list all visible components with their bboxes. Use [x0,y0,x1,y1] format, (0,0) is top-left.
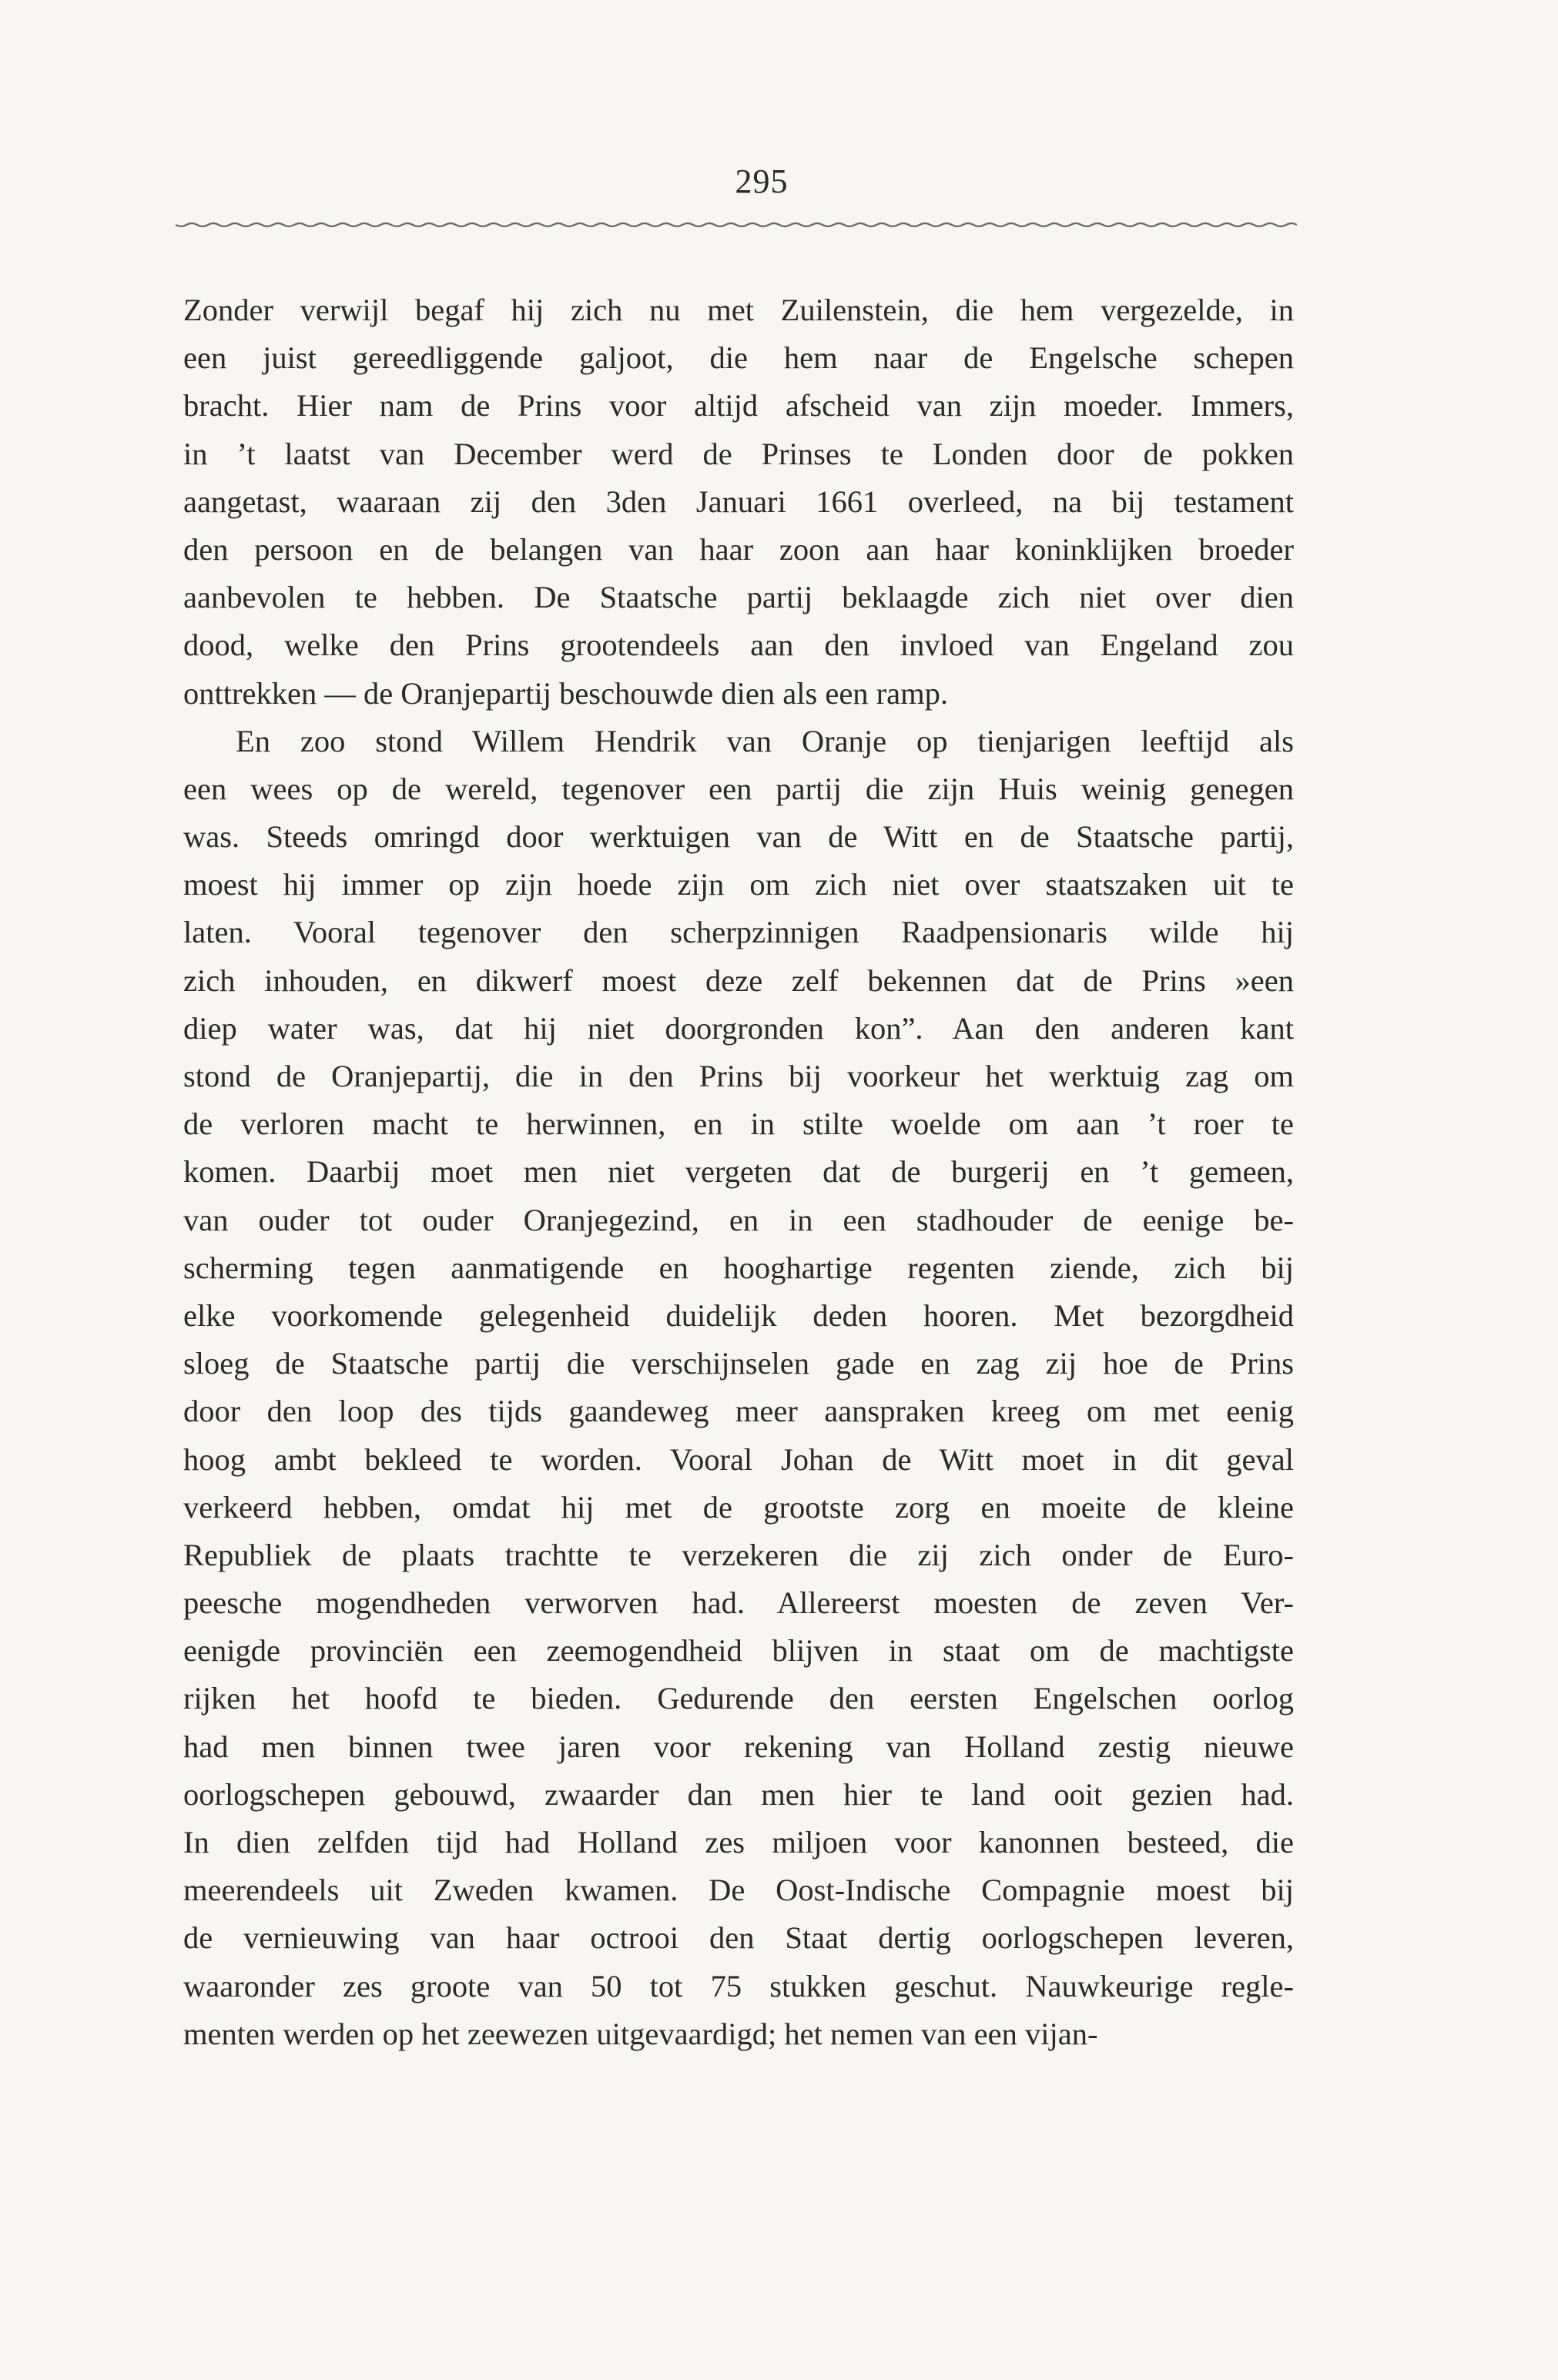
text-line: den persoon en de belangen van haar zoon aan haar koninklijken broeder [183,531,1294,567]
text-line: menten werden op het zeewezen uitgevaardigd; het nemen van een vijan- [183,2016,1098,2051]
text-line: komen. Daarbij moet men niet vergeten dat de burgerij en ’t gemeen, [183,1154,1294,1190]
text-line: waaronder zes groote van 50 tot 75 stukken geschut. Nauwkeurige regle- [183,1968,1294,2003]
text-line: In dien zelfden tijd had Holland zes miljoen voor kanonnen besteed, die [183,1825,1294,1859]
text-line: een wees op de wereld, tegenover een partij die zijn Huis weinig genegen [183,771,1294,806]
wavy-rule-ornament [176,217,1297,233]
text-line: van ouder tot ouder Oranjegezind, en in een stadhouder de eenige be- [183,1202,1294,1237]
text-line: de vernieuwing van haar octrooi den Staat dertig oorlogschepen leveren, [183,1920,1294,1956]
text-line: door den loop des tijds gaandeweg meer aanspraken kreeg om met eenig [183,1394,1294,1429]
text-line: zich inhouden, en dikwerf moest deze zelf bekennen dat de Prins »een [183,962,1294,998]
text-line: had men binnen twee jaren voor rekening van Holland zestig nieuwe [183,1729,1294,1764]
text-line: laten. Vooral tegenover den scherpzinnigen Raadpensionaris wilde hij [183,915,1294,950]
text-line: stond de Oranjepartij, die in den Prins bij voorkeur het werktuig zag om [183,1059,1294,1093]
page-number: 295 [735,162,789,200]
text-line: sloeg de Staatsche partij die verschijnselen gade en zag zij hoe de Prins [183,1346,1294,1381]
text-line: peesche mogendheden verworven had. Allereerst moesten de zeven Ver- [183,1585,1294,1621]
paragraph [183,718,1294,2058]
text-line: in ’t laatst van December werd de Prinses te Londen door de pokken [183,436,1294,471]
text-line: dood, welke den Prins grootendeels aan den invloed van Engeland zou [183,628,1294,663]
paragraph [183,286,1294,718]
text-line: was. Steeds omringd door werktuigen van de Witt en de Staatsche partij, [183,819,1294,855]
text-line: eenigde provinciën een zeemogendheid blijven in staat om de machtigste [183,1633,1294,1669]
text-line: onttrekken — de Oranjepartij beschouwde dien als een ramp. [183,675,949,711]
text-line: diep water was, dat hij niet doorgronden kon”. Aan den anderen kant [183,1010,1294,1046]
text-line: rijken het hoofd te bieden. Gedurende den eersten Engelschen oorlog [183,1681,1294,1716]
text-line: bracht. Hier nam de Prins voor altijd afscheid van zijn moeder. Immers, [183,388,1294,423]
body-text [183,286,1294,2058]
text-line: scherming tegen aanmatigende en hooghartige regenten ziende, zich bij [183,1250,1294,1285]
text-line: elke voorkomende gelegenheid duidelijk deden hooren. Met bezorgdheid [183,1297,1294,1333]
text-line: meerendeels uit Zweden kwamen. De Oost-Indische Compagnie moest bij [183,1873,1294,1908]
text-line: de verloren macht te herwinnen, en in stilte woelde om aan ’t roer te [183,1106,1294,1142]
text-line: verkeerd hebben, omdat hij met de grootste zorg en moeite de kleine [183,1489,1294,1525]
text-line: hoog ambt bekleed te worden. Vooral Johan de Witt moet in dit geval [183,1441,1294,1477]
text-line: En zoo stond Willem Hendrik van Oranje op tienjarigen leeftijd als [236,723,1294,758]
text-line: moest hij immer op zijn hoede zijn om zich niet over staatszaken uit te [183,867,1294,902]
text-line: Republiek de plaats trachtte te verzekeren die zij zich onder de Euro- [183,1537,1294,1572]
text-line: aangetast, waaraan zij den 3den Januari 1661 overleed, na bij testament [183,484,1294,519]
text-line: een juist gereedliggende galjoot, die hem naar de Engelsche schepen [183,340,1294,376]
text-line: Zonder verwijl begaf hij zich nu met Zuilenstein, die hem vergezelde, in [183,293,1294,327]
text-line: oorlogschepen gebouwd, zwaarder dan men hier te land ooit gezien had. [183,1776,1294,1812]
text-line: aanbevolen te hebben. De Staatsche partij beklaagde zich niet over dien [183,580,1294,615]
